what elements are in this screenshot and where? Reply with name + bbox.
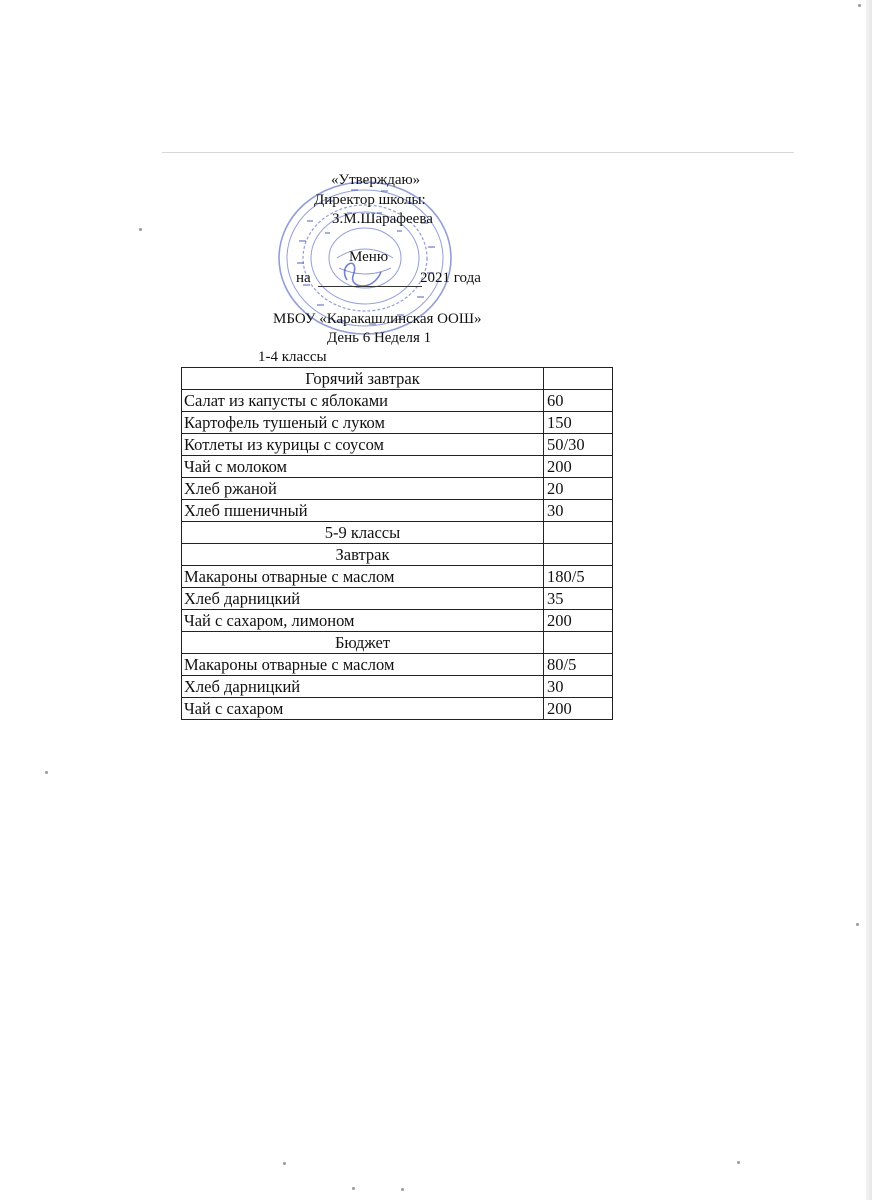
scan-speck xyxy=(856,923,859,926)
menu-item-row xyxy=(182,698,613,720)
menu-section-row xyxy=(182,544,613,566)
scan-speck xyxy=(737,1161,740,1164)
menu-section-row xyxy=(182,368,613,390)
date-prefix: на xyxy=(296,270,311,286)
portion-amount: 50/30 xyxy=(544,434,613,456)
dish-name: Макароны отварные с маслом xyxy=(182,566,544,588)
portion-amount: 150 xyxy=(544,412,613,434)
school-name: МБОУ «Каракашлинская ООШ» xyxy=(273,311,482,327)
menu-item-row xyxy=(182,412,613,434)
portion-amount: 180/5 xyxy=(544,566,613,588)
approval-heading: «Утверждаю» xyxy=(331,172,421,188)
dish-name: Хлеб дарницкий xyxy=(182,676,544,698)
portion-amount: 35 xyxy=(544,588,613,610)
menu-item-row xyxy=(182,434,613,456)
dish-name: Хлеб пшеничный xyxy=(182,500,544,522)
dish-name: Картофель тушеный с луком xyxy=(182,412,544,434)
section-title: Горячий завтрак xyxy=(182,368,544,390)
portion-amount: 30 xyxy=(544,676,613,698)
menu-item-row xyxy=(182,566,613,588)
day-week-label: День 6 Неделя 1 xyxy=(327,330,432,346)
menu-item-row xyxy=(182,478,613,500)
portion-amount: 60 xyxy=(544,390,613,412)
date-blank-line xyxy=(318,286,422,287)
dish-name: Макароны отварные с маслом xyxy=(182,654,544,676)
scan-speck xyxy=(139,228,142,231)
grades-primary-label: 1-4 классы xyxy=(258,349,327,365)
menu-section-row xyxy=(182,522,613,544)
portion-amount xyxy=(544,632,613,654)
dish-name: Котлеты из курицы с соусом xyxy=(182,434,544,456)
menu-item-row xyxy=(182,390,613,412)
portion-amount xyxy=(544,522,613,544)
scan-speck xyxy=(352,1187,355,1190)
director-label: Директор школы: xyxy=(314,192,426,208)
scan-speck xyxy=(283,1162,286,1165)
portion-amount: 30 xyxy=(544,500,613,522)
menu-table xyxy=(181,367,613,720)
dish-name: Чай с молоком xyxy=(182,456,544,478)
menu-item-row xyxy=(182,500,613,522)
page-right-edge xyxy=(866,0,872,1200)
menu-item-row xyxy=(182,654,613,676)
menu-table-body xyxy=(182,368,613,720)
section-title: Бюджет xyxy=(182,632,544,654)
portion-amount: 200 xyxy=(544,456,613,478)
scan-speck xyxy=(858,4,861,7)
portion-amount: 200 xyxy=(544,610,613,632)
dish-name: Хлеб ржаной xyxy=(182,478,544,500)
menu-item-row xyxy=(182,676,613,698)
portion-amount xyxy=(544,368,613,390)
portion-amount: 20 xyxy=(544,478,613,500)
section-title: 5-9 классы xyxy=(182,522,544,544)
portion-amount: 200 xyxy=(544,698,613,720)
director-name: З.М.Шарафеева xyxy=(332,211,433,227)
portion-amount xyxy=(544,544,613,566)
dish-name: Чай с сахаром, лимоном xyxy=(182,610,544,632)
dish-name: Хлеб дарницкий xyxy=(182,588,544,610)
menu-item-row xyxy=(182,588,613,610)
scan-speck xyxy=(401,1188,404,1191)
menu-item-row xyxy=(182,610,613,632)
date-suffix: 2021 года xyxy=(420,270,481,286)
scan-speck xyxy=(45,771,48,774)
menu-item-row xyxy=(182,456,613,478)
menu-section-row xyxy=(182,632,613,654)
menu-title: Меню xyxy=(349,249,389,265)
dish-name: Чай с сахаром xyxy=(182,698,544,720)
section-title: Завтрак xyxy=(182,544,544,566)
scan-edge-line xyxy=(162,152,794,153)
dish-name: Салат из капусты с яблоками xyxy=(182,390,544,412)
portion-amount: 80/5 xyxy=(544,654,613,676)
